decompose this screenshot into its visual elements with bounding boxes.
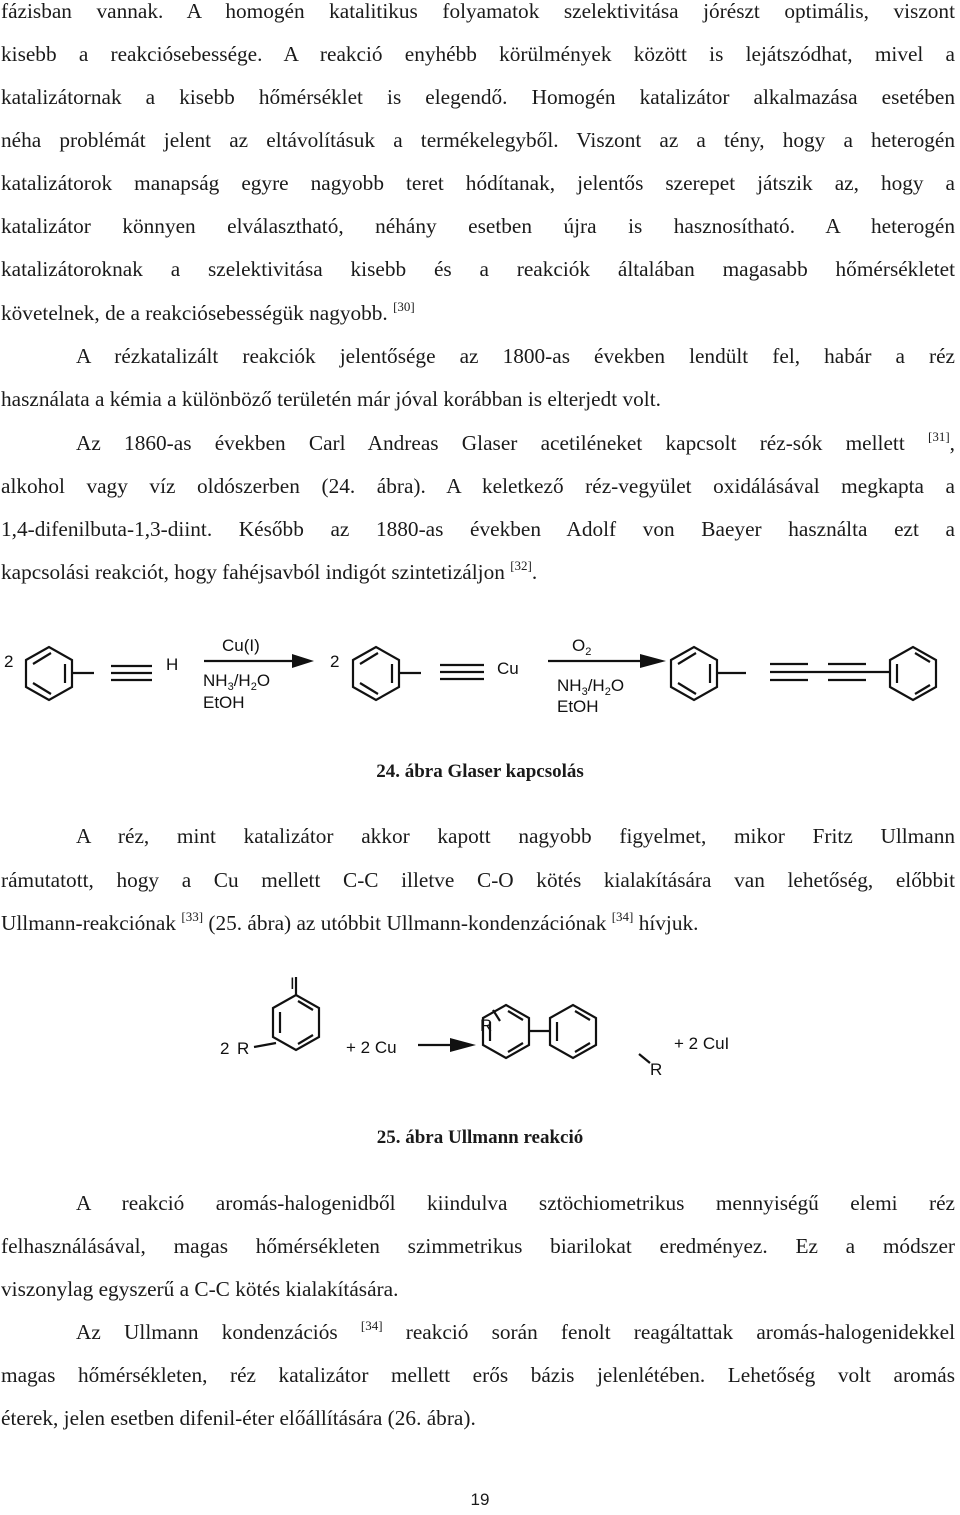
oxidant-label [572, 636, 591, 658]
text-line: rámutatott, hogy a Cu mellett C-C illetve C-O kötés kialakítására van lehetőség, előbbit [1, 868, 955, 892]
citation-ref: [31] [928, 429, 950, 444]
citation-ref: [34] [611, 909, 634, 924]
benzene-ring-4 [890, 647, 936, 700]
text-line: A reakció aromás-halogenidből kiindulva sztöchiometrikus mennyiségű elemi réz [76, 1191, 955, 1215]
text-line [1, 909, 955, 937]
text-line: magas hőmérsékleten, réz katalizátor mellett erős bázis jelenlétében. Lehetőség volt aromás [1, 1363, 955, 1387]
subscript: 2 [250, 681, 257, 693]
formula-part: NH [203, 671, 228, 690]
text-line: A réz, mint katalizátor akkor kapott nagyobb figyelmet, mikor Fritz Ullmann [76, 824, 955, 848]
byproduct-label: + 2 CuI [674, 1034, 730, 1053]
figure-25-caption: 25. ábra Ullmann reakció [376, 1127, 584, 1148]
text-span: Az 1860-as években Carl Andreas Glaser acetiléneket kapcsolt réz-sók mellett [76, 431, 905, 455]
copper-label: Cu [497, 659, 519, 678]
solvent-label-etoh: EtOH [557, 697, 599, 716]
diyne-bonds [717, 664, 890, 680]
subscript: 3 [581, 686, 588, 698]
text-span: hívjuk. [638, 911, 699, 935]
text-line: 1,4-difenilbuta-1,3-diint. Később az 1880-as években Adolf von Baeyer használta ezt a [1, 517, 955, 541]
citation-ref: [30] [393, 299, 415, 314]
r-substituent-label: R [480, 1016, 493, 1035]
text-line: néha problémát jelent az eltávolításuk a termékelegyből. Viszont az a tény, hogy a heterogén [1, 128, 955, 152]
text-line: felhasználásával, magas hőmérsékleten szimmetrikus biarilokat eredményez. Ez a módszer [1, 1234, 955, 1258]
reaction-arrow-1-head [292, 654, 314, 668]
text-span: követelnek, de a reakciósebességük nagyobb. [1, 301, 388, 325]
subscript: 2 [604, 686, 611, 698]
subscript: 3 [227, 681, 234, 693]
r-substituent-label: R [650, 1060, 663, 1079]
benzene-ring-1 [26, 647, 72, 700]
text-line: katalizátor könnyen elválasztható, néhány esetben újra is hasznosítható. A heterogén [1, 214, 955, 238]
solvent-label [203, 671, 270, 693]
solvent-label-etoh: EtOH [203, 693, 245, 712]
punctuation: , [949, 431, 955, 455]
reaction-arrow-2-head [640, 654, 666, 668]
text-line: viszonylag egyszerű a C-C kötés kialakítására. [1, 1277, 399, 1301]
text-line: fázisban vannak. A homogén katalitikus folyamatok szelektivitása jórészt optimális, viszont [1, 0, 955, 23]
coefficient-label: 2 [4, 652, 14, 671]
punctuation: . [531, 560, 538, 584]
formula-part: O [256, 671, 271, 690]
catalyst-label: Cu(I) [222, 636, 260, 655]
coefficient-label: 2 [330, 652, 340, 671]
subscript: 2 [585, 646, 592, 658]
biaryl-ring-1 [483, 1005, 550, 1058]
formula-part: /H [233, 671, 251, 690]
coefficient-label: 2 [220, 1039, 230, 1058]
text-line: katalizátorok manapság egyre nagyobb teret hódítanak, jelentős szerepet játszik az, hogy a [1, 171, 955, 195]
citation-ref: [33] [181, 909, 204, 924]
figure-25-ullmann-scheme [0, 975, 960, 1090]
text-line: alkohol vagy víz oldószerben (24. ábra). A keletkező réz-vegyület oxidálásával megkapta a [1, 474, 955, 498]
text-line: A rézkatalizált reakciók jelentősége az 1800-as években lendült fel, habár a réz [76, 344, 955, 368]
reaction-arrow-head [450, 1038, 476, 1052]
triple-bond-1 [72, 666, 152, 680]
text-span: Ullmann-reakciónak [1, 911, 177, 935]
r-substituent-label: R [237, 1039, 250, 1058]
figure-24-glaser-scheme [0, 620, 960, 730]
benzene-ring-3 [671, 647, 717, 700]
text-line [1, 558, 955, 586]
text-line [76, 429, 955, 457]
citation-ref: [34] [360, 1318, 383, 1333]
citation-ref: [32] [510, 558, 532, 573]
text-span: (25. ábra) az utóbbit Ullmann-kondenzációnak [208, 911, 607, 935]
text-line: éterek, jelen esetben difenil-éter előállítására (26. ábra). [1, 1406, 476, 1430]
figure-24-caption: 24. ábra Glaser kapcsolás [376, 761, 584, 782]
page-number: 19 [470, 1490, 490, 1509]
text-line [76, 1318, 955, 1346]
triple-bond-2 [399, 665, 484, 679]
copper-reagent-label: + 2 Cu [346, 1038, 397, 1057]
text-line: kisebb a reakciósebessége. A reakció enyhébb körülmények között is lejátszódhat, mivel a [1, 42, 955, 66]
formula-part: O [572, 636, 586, 655]
solvent-label [557, 676, 624, 698]
hydrogen-label: H [166, 655, 179, 674]
benzene-ring-2 [353, 647, 399, 700]
text-line [1, 299, 955, 327]
text-span: kapcsolási reakciót, hogy fahéjsavból indigót szintetizáljon [1, 560, 505, 584]
formula-part: /H [587, 676, 605, 695]
text-span: Az Ullmann kondenzációs [76, 1320, 338, 1344]
text-span: reakció során fenolt reagáltattak aromás-halogenidekkel [405, 1320, 956, 1344]
biaryl-ring-2 [550, 1005, 650, 1063]
formula-part: O [610, 676, 625, 695]
text-line: katalizátornak a kisebb hőmérséklet is elegendő. Homogén katalizátor alkalmazása esetében [1, 85, 955, 109]
text-line: katalizátoroknak a szelektivitása kisebb és a reakciók általában magasabb hőmérsékletet [1, 257, 955, 281]
formula-part: NH [557, 676, 582, 695]
aryl-iodide-ring [254, 977, 319, 1050]
text-span [928, 431, 955, 455]
iodine-label: I [290, 975, 295, 993]
text-line: használata a kémia a különböző területén már jóval korábban is elterjedt volt. [1, 387, 661, 411]
